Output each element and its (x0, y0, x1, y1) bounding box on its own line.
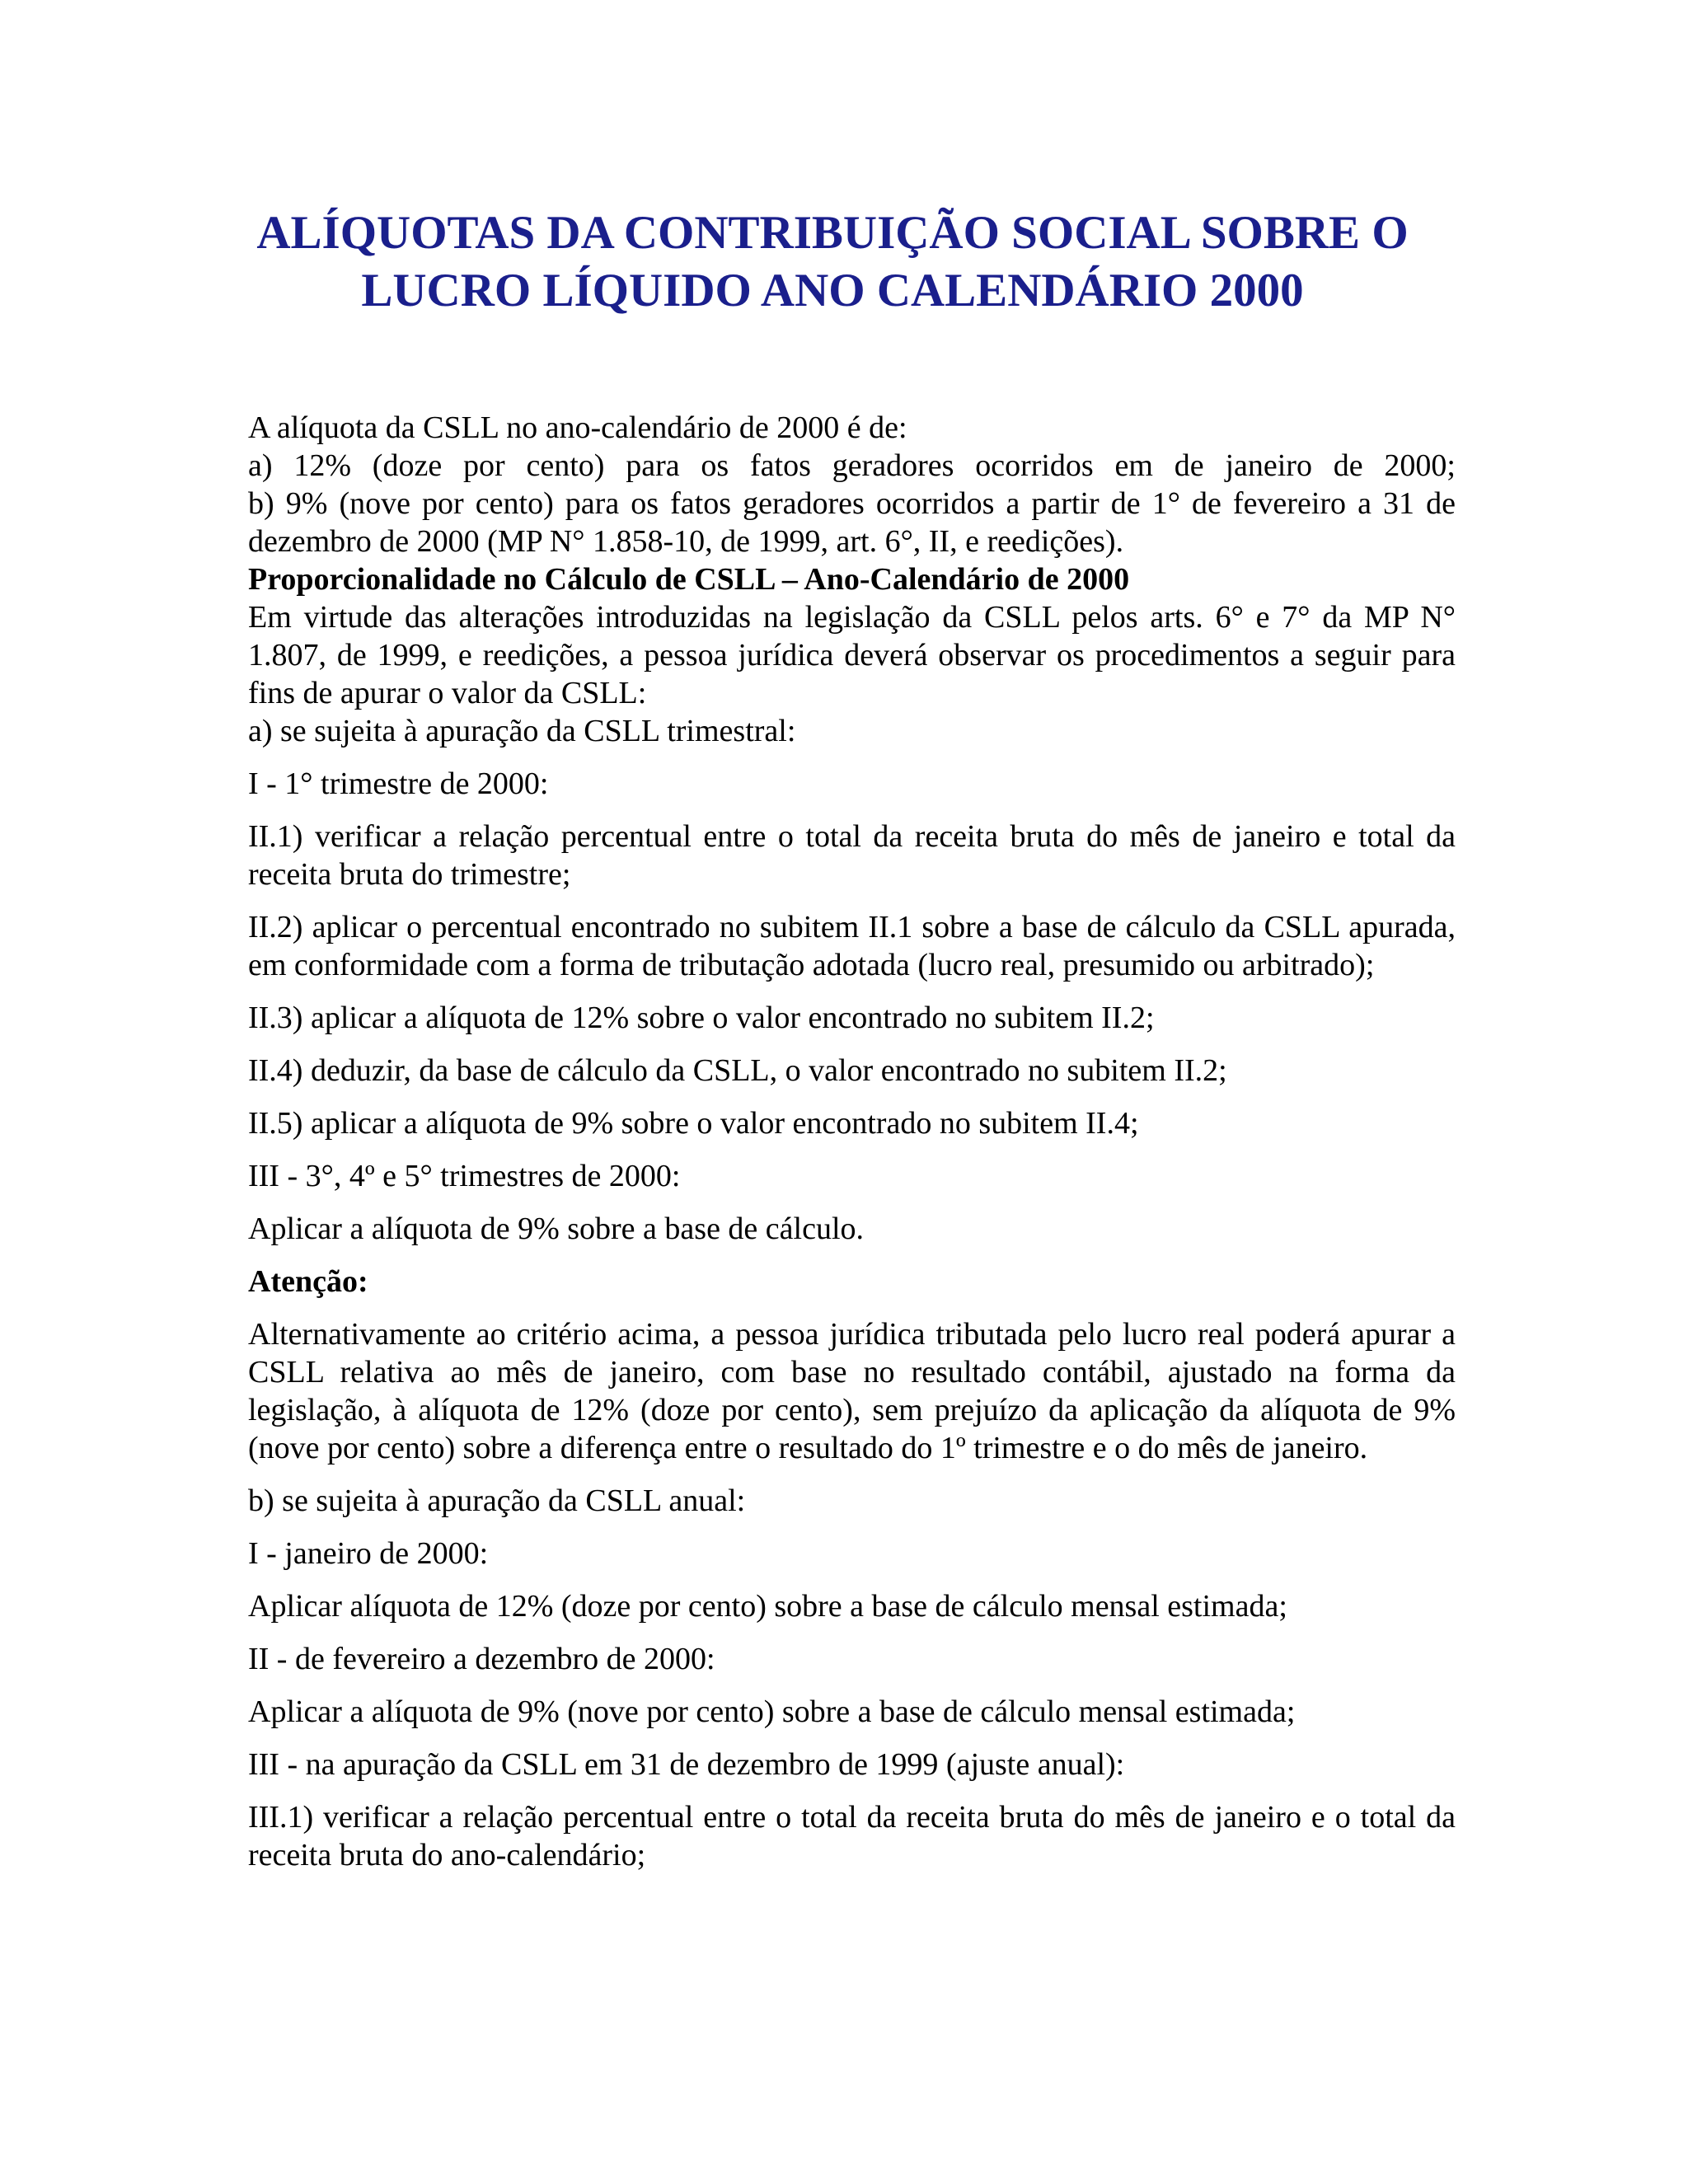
paragraph-i-trimestre: I - 1° trimestre de 2000: (248, 766, 549, 801)
heading-atencao: Atenção: (248, 1264, 368, 1299)
paragraph-iii-apuracao: III - na apuração da CSLL em 31 de dezembro de 1999 (ajuste anual): (248, 1747, 1125, 1782)
paragraph-ii-2: II.2) aplicar o percentual encontrado no subitem II.1 sobre a base de cálculo da CSLL apurada, em conformidade com a forma de tributação adotada (lucro real, presumido ou arbitrado); (248, 910, 1456, 982)
paragraph-ii-1: II.1) verificar a relação percentual entre o total da receita bruta do mês de janeiro e total da receita bruta do trimestre; (248, 819, 1456, 892)
title-line-1: ALÍQUOTAS DA CONTRIBUIÇÃO SOCIAL SOBRE O (256, 207, 1409, 259)
paragraph-aplicar-9-mensal: Aplicar a alíquota de 9% (nove por cento) sobre a base de cálculo mensal estimada; (248, 1694, 1296, 1729)
paragraph-item-a: a) 12% (doze por cento) para os fatos geradores ocorridos em de janeiro de 2000; (248, 448, 1456, 483)
heading-proporcionalidade: Proporcionalidade no Cálculo de CSLL – Ano-Calendário de 2000 (248, 562, 1130, 597)
paragraph-item-b: b) 9% (nove por cento) para os fatos geradores ocorridos a partir de 1° de fevereiro a 31 de dezembro de 2000 (MP N° 1.858-10, de 1999, art. 6°, II, e reedições). (248, 486, 1456, 559)
paragraph-ii-3: II.3) aplicar a alíquota de 12% sobre o valor encontrado no subitem II.2; (248, 1001, 1155, 1035)
paragraph-aplicar-12-mensal: Aplicar alíquota de 12% (doze por cento) sobre a base de cálculo mensal estimada; (248, 1589, 1287, 1624)
paragraph-alternativamente: Alternativamente ao critério acima, a pessoa jurídica tributada pelo lucro real poderá apurar a CSLL relativa ao mês de janeiro, com base no resultado contábil, ajustado na forma da legislação, à alíquota de 12% (doze por cento), sem prejuízo da aplicação da alíquota de 9% (nove por cento) sobre a diferença entre o resultado do 1º trimestre e o do mês de janeiro. (248, 1317, 1456, 1465)
paragraph-ii-4: II.4) deduzir, da base de cálculo da CSLL, o valor encontrado no subitem II.2; (248, 1053, 1227, 1088)
paragraph-em-virtude: Em virtude das alterações introduzidas na legislação da CSLL pelos arts. 6° e 7° da MP N° 1.807, de 1999, e reedições, a pessoa jurídica deverá observar os procedimentos a seguir para fins de apurar o valor da CSLL: (248, 600, 1456, 710)
paragraph-iii-1: III.1) verificar a relação percentual entre o total da receita bruta do mês de janeiro e o total da receita bruta do ano-calendário; (248, 1800, 1456, 1872)
paragraph-ii-fev-dez: II - de fevereiro a dezembro de 2000: (248, 1642, 715, 1676)
document-title (0, 204, 1665, 320)
paragraph-iii-trimestres: III - 3°, 4º e 5° trimestres de 2000: (248, 1159, 681, 1193)
paragraph-i-janeiro: I - janeiro de 2000: (248, 1536, 489, 1571)
paragraph-trimestral: a) se sujeita à apuração da CSLL trimestral: (248, 714, 796, 748)
paragraph-intro: A alíquota da CSLL no ano-calendário de 2000 é de: (248, 410, 907, 445)
paragraph-ii-5: II.5) aplicar a alíquota de 9% sobre o valor encontrado no subitem II.4; (248, 1106, 1139, 1141)
document-body (248, 409, 1456, 1889)
paragraph-aplicar-9: Aplicar a alíquota de 9% sobre a base de cálculo. (248, 1212, 865, 1246)
title-line-2: LUCRO LÍQUIDO ANO CALENDÁRIO 2000 (361, 265, 1304, 316)
paragraph-anual: b) se sujeita à apuração da CSLL anual: (248, 1483, 746, 1518)
